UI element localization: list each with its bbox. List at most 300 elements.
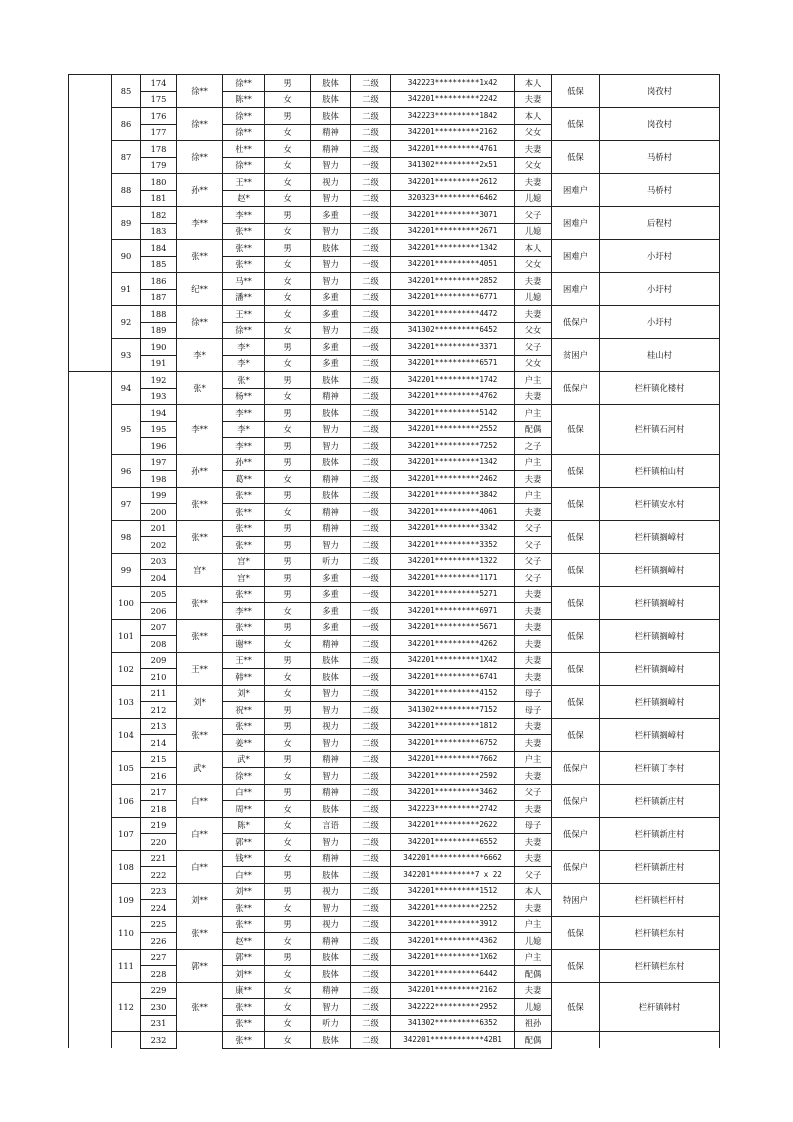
disability-level-cell: 二级 xyxy=(351,190,391,207)
relation-cell: 配偶 xyxy=(515,421,552,438)
relation-cell: 户主 xyxy=(515,751,552,768)
id-number-cell: 342201**********1812 xyxy=(391,718,515,735)
member-sex-cell: 女 xyxy=(265,768,311,785)
disability-type-cell: 智力 xyxy=(311,190,351,207)
relation-cell: 夫妻 xyxy=(515,586,552,603)
household-head-cell: 白** xyxy=(177,784,223,817)
disability-type-cell: 视力 xyxy=(311,916,351,933)
disability-level-cell: 二级 xyxy=(351,1015,391,1032)
disability-type-cell: 智力 xyxy=(311,834,351,851)
relation-cell: 夫妻 xyxy=(515,273,552,290)
member-seq-cell: 209 xyxy=(141,652,177,669)
member-sex-cell: 女 xyxy=(265,471,311,488)
id-number-cell: 342201**********6971 xyxy=(391,603,515,620)
household-head-cell: 王** xyxy=(177,652,223,685)
disability-type-cell: 精神 xyxy=(311,504,351,521)
member-name-cell: 徐** xyxy=(223,157,265,174)
table-row xyxy=(69,306,720,323)
disability-level-cell: 二级 xyxy=(351,537,391,554)
relation-cell: 夫妻 xyxy=(515,141,552,158)
disability-type-cell: 智力 xyxy=(311,999,351,1016)
member-name-cell: 刘* xyxy=(223,685,265,702)
member-seq-cell: 224 xyxy=(141,900,177,917)
disability-level-cell: 一级 xyxy=(351,619,391,636)
assistance-status-cell: 低保 xyxy=(552,553,600,586)
relation-cell: 父女 xyxy=(515,355,552,372)
member-seq-cell: 221 xyxy=(141,850,177,867)
disability-level-cell: 二级 xyxy=(351,999,391,1016)
assistance-status-cell: 贫困户 xyxy=(552,339,600,372)
member-name-cell: 郭** xyxy=(223,834,265,851)
disability-household-table-sheet xyxy=(68,74,719,1049)
member-sex-cell: 男 xyxy=(265,454,311,471)
disability-level-cell: 二级 xyxy=(351,141,391,158)
disability-type-cell: 肢体 xyxy=(311,487,351,504)
id-number-cell: 342201**********1171 xyxy=(391,570,515,587)
household-head-cell: 徐** xyxy=(177,141,223,174)
household-no-cell: 107 xyxy=(112,817,141,850)
member-sex-cell: 女 xyxy=(265,273,311,290)
assistance-status-cell xyxy=(552,1032,600,1049)
disability-type-cell: 多重 xyxy=(311,603,351,620)
disability-type-cell: 多重 xyxy=(311,619,351,636)
disability-level-cell: 一级 xyxy=(351,207,391,224)
village-cell: 栏杆镇韩村 xyxy=(600,982,720,1032)
disability-type-cell: 听力 xyxy=(311,1015,351,1032)
relation-cell: 夫妻 xyxy=(515,900,552,917)
member-name-cell: 徐** xyxy=(223,75,265,92)
village-cell: 后程村 xyxy=(600,207,720,240)
member-seq-cell: 179 xyxy=(141,157,177,174)
household-no-cell: 88 xyxy=(112,174,141,207)
household-no-cell: 110 xyxy=(112,916,141,949)
disability-level-cell: 二级 xyxy=(351,372,391,389)
household-head-cell: 宫* xyxy=(177,553,223,586)
disability-level-cell: 二级 xyxy=(351,553,391,570)
disability-type-cell: 精神 xyxy=(311,141,351,158)
village-cell: 栏杆镇丁李村 xyxy=(600,751,720,784)
village-cell: 栏杆镇搁嶂村 xyxy=(600,652,720,685)
relation-cell: 母子 xyxy=(515,702,552,719)
member-seq-cell: 174 xyxy=(141,75,177,92)
village-cell: 栏杆镇新庄村 xyxy=(600,784,720,817)
household-head-cell: 张** xyxy=(177,586,223,619)
member-seq-cell: 220 xyxy=(141,834,177,851)
member-name-cell: 刘** xyxy=(223,966,265,983)
disability-level-cell: 二级 xyxy=(351,273,391,290)
id-number-cell: 342201**********2162 xyxy=(391,982,515,999)
relation-cell: 父子 xyxy=(515,520,552,537)
id-number-cell: 342201**********4762 xyxy=(391,388,515,405)
relation-cell: 父女 xyxy=(515,322,552,339)
member-name-cell: 康** xyxy=(223,982,265,999)
id-number-cell: 341302**********2x51 xyxy=(391,157,515,174)
member-seq-cell: 183 xyxy=(141,223,177,240)
table-row xyxy=(69,916,720,933)
table-body xyxy=(69,75,720,1049)
member-sex-cell: 女 xyxy=(265,504,311,521)
id-number-cell: 342201**********4061 xyxy=(391,504,515,521)
member-sex-cell: 女 xyxy=(265,388,311,405)
disability-level-cell: 二级 xyxy=(351,454,391,471)
disability-type-cell: 肢体 xyxy=(311,75,351,92)
member-name-cell: 张** xyxy=(223,520,265,537)
village-cell: 栏杆镇化楼村 xyxy=(600,372,720,405)
household-head-cell: 武* xyxy=(177,751,223,784)
village-cell: 栏杆镇栏东村 xyxy=(600,949,720,982)
member-sex-cell: 女 xyxy=(265,174,311,191)
member-name-cell: 潘** xyxy=(223,289,265,306)
disability-type-cell: 肢体 xyxy=(311,108,351,125)
member-name-cell: 陈* xyxy=(223,817,265,834)
id-number-cell: 342201**********3912 xyxy=(391,916,515,933)
assistance-status-cell: 困难户 xyxy=(552,207,600,240)
table-row xyxy=(69,75,720,92)
disability-type-cell: 视力 xyxy=(311,718,351,735)
household-no-cell: 104 xyxy=(112,718,141,751)
disability-type-cell: 精神 xyxy=(311,784,351,801)
disability-type-cell: 肢体 xyxy=(311,669,351,686)
household-no-cell: 97 xyxy=(112,487,141,520)
village-cell: 栏杆镇新庄村 xyxy=(600,850,720,883)
disability-level-cell: 二级 xyxy=(351,355,391,372)
disability-level-cell: 二级 xyxy=(351,883,391,900)
member-sex-cell: 男 xyxy=(265,405,311,422)
disability-type-cell: 精神 xyxy=(311,471,351,488)
table-row xyxy=(69,619,720,636)
member-sex-cell: 女 xyxy=(265,735,311,752)
household-head-cell: 刘** xyxy=(177,883,223,916)
member-seq-cell: 180 xyxy=(141,174,177,191)
relation-cell: 夫妻 xyxy=(515,850,552,867)
assistance-status-cell: 低保 xyxy=(552,454,600,487)
member-sex-cell: 女 xyxy=(265,1032,311,1049)
village-cell: 栏杆镇搁嶂村 xyxy=(600,718,720,751)
disability-level-cell: 二级 xyxy=(351,735,391,752)
disability-type-cell: 智力 xyxy=(311,322,351,339)
disability-type-cell: 精神 xyxy=(311,520,351,537)
id-number-cell: 342201**********1342 xyxy=(391,454,515,471)
disability-level-cell: 二级 xyxy=(351,784,391,801)
id-number-cell: 342201**********4152 xyxy=(391,685,515,702)
disability-level-cell: 二级 xyxy=(351,652,391,669)
member-name-cell: 张** xyxy=(223,619,265,636)
member-sex-cell: 女 xyxy=(265,669,311,686)
id-number-cell: 342201**********2252 xyxy=(391,900,515,917)
member-name-cell: 徐** xyxy=(223,124,265,141)
member-name-cell: 张** xyxy=(223,1015,265,1032)
id-number-cell: 342201**********3842 xyxy=(391,487,515,504)
assistance-status-cell: 低保 xyxy=(552,949,600,982)
member-name-cell: 白** xyxy=(223,784,265,801)
relation-cell: 户主 xyxy=(515,916,552,933)
disability-level-cell: 二级 xyxy=(351,75,391,92)
member-sex-cell: 女 xyxy=(265,603,311,620)
member-seq-cell: 217 xyxy=(141,784,177,801)
member-seq-cell: 204 xyxy=(141,570,177,587)
id-number-cell: 342201**********3371 xyxy=(391,339,515,356)
household-head-cell: 徐** xyxy=(177,306,223,339)
disability-type-cell: 精神 xyxy=(311,933,351,950)
id-number-cell: 342201**********2622 xyxy=(391,817,515,834)
id-number-cell: 342201**********6552 xyxy=(391,834,515,851)
disability-level-cell: 二级 xyxy=(351,471,391,488)
member-seq-cell: 208 xyxy=(141,636,177,653)
member-seq-cell: 216 xyxy=(141,768,177,785)
member-seq-cell: 205 xyxy=(141,586,177,603)
id-number-cell: 342201**********5271 xyxy=(391,586,515,603)
disability-level-cell: 二级 xyxy=(351,867,391,884)
member-name-cell: 张* xyxy=(223,372,265,389)
assistance-status-cell: 低保 xyxy=(552,685,600,718)
assistance-status-cell: 低保户 xyxy=(552,817,600,850)
member-sex-cell: 男 xyxy=(265,75,311,92)
region-cell xyxy=(69,372,112,1049)
household-head-cell: 张* xyxy=(177,372,223,405)
member-sex-cell: 女 xyxy=(265,190,311,207)
member-seq-cell: 195 xyxy=(141,421,177,438)
table-row xyxy=(69,718,720,735)
id-number-cell: 342201**********2592 xyxy=(391,768,515,785)
id-number-cell: 342201************42B1 xyxy=(391,1032,515,1049)
disability-type-cell: 肢体 xyxy=(311,867,351,884)
disability-level-cell: 一级 xyxy=(351,603,391,620)
id-number-cell: 342201**********3462 xyxy=(391,784,515,801)
member-sex-cell: 女 xyxy=(265,256,311,273)
member-sex-cell: 女 xyxy=(265,322,311,339)
member-seq-cell: 199 xyxy=(141,487,177,504)
member-name-cell: 王** xyxy=(223,652,265,669)
table-row xyxy=(69,207,720,224)
household-no-cell: 100 xyxy=(112,586,141,619)
table-row xyxy=(69,817,720,834)
member-sex-cell: 男 xyxy=(265,784,311,801)
member-seq-cell: 198 xyxy=(141,471,177,488)
member-seq-cell: 228 xyxy=(141,966,177,983)
village-cell: 岗孜村 xyxy=(600,75,720,108)
household-head-cell xyxy=(177,1032,223,1049)
member-sex-cell: 男 xyxy=(265,652,311,669)
household-no-cell: 93 xyxy=(112,339,141,372)
member-seq-cell: 193 xyxy=(141,388,177,405)
member-name-cell: 陈** xyxy=(223,91,265,108)
id-number-cell: 342201**********2852 xyxy=(391,273,515,290)
village-cell: 桂山村 xyxy=(600,339,720,372)
relation-cell: 父子 xyxy=(515,537,552,554)
member-seq-cell: 176 xyxy=(141,108,177,125)
village-cell: 马桥村 xyxy=(600,174,720,207)
member-sex-cell: 男 xyxy=(265,207,311,224)
assistance-status-cell: 困难户 xyxy=(552,240,600,273)
member-sex-cell: 男 xyxy=(265,372,311,389)
disability-type-cell: 多重 xyxy=(311,339,351,356)
household-head-cell: 李** xyxy=(177,207,223,240)
disability-level-cell: 二级 xyxy=(351,306,391,323)
member-sex-cell: 女 xyxy=(265,850,311,867)
household-no-cell: 103 xyxy=(112,685,141,718)
member-seq-cell: 226 xyxy=(141,933,177,950)
relation-cell: 户主 xyxy=(515,487,552,504)
member-name-cell: 杜** xyxy=(223,141,265,158)
relation-cell: 祖孙 xyxy=(515,1015,552,1032)
table-row xyxy=(69,454,720,471)
member-name-cell: 徐** xyxy=(223,768,265,785)
id-number-cell: 342201**********7662 xyxy=(391,751,515,768)
member-name-cell: 张** xyxy=(223,240,265,257)
disability-level-cell: 二级 xyxy=(351,850,391,867)
household-no-cell: 99 xyxy=(112,553,141,586)
household-head-cell: 郭** xyxy=(177,949,223,982)
village-cell: 栏杆镇新庄村 xyxy=(600,817,720,850)
disability-level-cell: 二级 xyxy=(351,438,391,455)
member-seq-cell: 223 xyxy=(141,883,177,900)
member-seq-cell: 185 xyxy=(141,256,177,273)
relation-cell: 配偶 xyxy=(515,1032,552,1049)
member-sex-cell: 女 xyxy=(265,834,311,851)
member-sex-cell: 女 xyxy=(265,685,311,702)
disability-level-cell: 二级 xyxy=(351,421,391,438)
id-number-cell: 342201**********5142 xyxy=(391,405,515,422)
member-sex-cell: 男 xyxy=(265,949,311,966)
id-number-cell: 342201**********2242 xyxy=(391,91,515,108)
village-cell: 栏杆镇栏东村 xyxy=(600,916,720,949)
disability-type-cell: 智力 xyxy=(311,735,351,752)
member-seq-cell: 225 xyxy=(141,916,177,933)
assistance-status-cell: 低保户 xyxy=(552,751,600,784)
village-cell: 小圩村 xyxy=(600,273,720,306)
member-seq-cell: 227 xyxy=(141,949,177,966)
disability-level-cell: 二级 xyxy=(351,108,391,125)
relation-cell: 本人 xyxy=(515,75,552,92)
disability-type-cell: 听力 xyxy=(311,553,351,570)
relation-cell: 儿媳 xyxy=(515,999,552,1016)
disability-level-cell: 一级 xyxy=(351,339,391,356)
member-name-cell: 白** xyxy=(223,867,265,884)
table-row xyxy=(69,652,720,669)
household-no-cell: 87 xyxy=(112,141,141,174)
assistance-status-cell: 低保 xyxy=(552,586,600,619)
relation-cell: 儿媳 xyxy=(515,933,552,950)
member-sex-cell: 女 xyxy=(265,421,311,438)
disability-level-cell: 二级 xyxy=(351,900,391,917)
relation-cell: 夫妻 xyxy=(515,603,552,620)
member-seq-cell: 231 xyxy=(141,1015,177,1032)
assistance-status-cell: 低保 xyxy=(552,141,600,174)
member-name-cell: 祝** xyxy=(223,702,265,719)
disability-level-cell: 二级 xyxy=(351,817,391,834)
disability-type-cell: 智力 xyxy=(311,768,351,785)
relation-cell: 之子 xyxy=(515,438,552,455)
relation-cell: 母子 xyxy=(515,817,552,834)
disability-level-cell: 二级 xyxy=(351,949,391,966)
disability-level-cell: 一级 xyxy=(351,586,391,603)
member-sex-cell: 女 xyxy=(265,91,311,108)
household-no-cell: 92 xyxy=(112,306,141,339)
member-sex-cell: 女 xyxy=(265,636,311,653)
member-sex-cell: 男 xyxy=(265,586,311,603)
relation-cell: 夫妻 xyxy=(515,834,552,851)
relation-cell: 夫妻 xyxy=(515,388,552,405)
disability-level-cell: 二级 xyxy=(351,322,391,339)
member-seq-cell: 206 xyxy=(141,603,177,620)
table-row xyxy=(69,339,720,356)
member-sex-cell: 男 xyxy=(265,619,311,636)
household-head-cell: 白** xyxy=(177,850,223,883)
assistance-status-cell: 低保户 xyxy=(552,784,600,817)
member-seq-cell: 202 xyxy=(141,537,177,554)
member-seq-cell: 210 xyxy=(141,669,177,686)
member-sex-cell: 男 xyxy=(265,339,311,356)
id-number-cell: 342201**********2462 xyxy=(391,471,515,488)
relation-cell: 父女 xyxy=(515,124,552,141)
assistance-status-cell: 低保户 xyxy=(552,306,600,339)
household-no-cell xyxy=(112,1032,141,1049)
disability-level-cell: 一级 xyxy=(351,504,391,521)
member-name-cell: 李* xyxy=(223,355,265,372)
member-sex-cell: 女 xyxy=(265,157,311,174)
relation-cell: 父子 xyxy=(515,784,552,801)
member-seq-cell: 219 xyxy=(141,817,177,834)
member-name-cell: 葛** xyxy=(223,471,265,488)
disability-type-cell: 智力 xyxy=(311,256,351,273)
household-no-cell: 109 xyxy=(112,883,141,916)
relation-cell: 父子 xyxy=(515,207,552,224)
disability-level-cell: 二级 xyxy=(351,124,391,141)
disability-level-cell: 二级 xyxy=(351,1032,391,1049)
member-name-cell: 姜** xyxy=(223,735,265,752)
disability-type-cell: 肢体 xyxy=(311,91,351,108)
relation-cell: 本人 xyxy=(515,883,552,900)
household-head-cell: 张** xyxy=(177,240,223,273)
table-row xyxy=(69,174,720,191)
member-name-cell: 宫* xyxy=(223,570,265,587)
assistance-status-cell: 困难户 xyxy=(552,174,600,207)
disability-level-cell: 二级 xyxy=(351,966,391,983)
disability-level-cell: 二级 xyxy=(351,388,391,405)
member-seq-cell: 230 xyxy=(141,999,177,1016)
relation-cell: 户主 xyxy=(515,405,552,422)
member-seq-cell: 207 xyxy=(141,619,177,636)
member-sex-cell: 女 xyxy=(265,966,311,983)
relation-cell: 母子 xyxy=(515,685,552,702)
household-head-cell: 刘* xyxy=(177,685,223,718)
member-name-cell: 李* xyxy=(223,339,265,356)
member-seq-cell: 178 xyxy=(141,141,177,158)
disability-type-cell: 精神 xyxy=(311,850,351,867)
relation-cell: 父子 xyxy=(515,570,552,587)
table-row xyxy=(69,1032,720,1049)
member-sex-cell: 男 xyxy=(265,520,311,537)
relation-cell: 本人 xyxy=(515,240,552,257)
household-head-cell: 徐** xyxy=(177,108,223,141)
member-seq-cell: 194 xyxy=(141,405,177,422)
table-row xyxy=(69,273,720,290)
relation-cell: 父子 xyxy=(515,553,552,570)
member-seq-cell: 218 xyxy=(141,801,177,818)
household-head-cell: 张** xyxy=(177,520,223,553)
member-seq-cell: 187 xyxy=(141,289,177,306)
member-sex-cell: 男 xyxy=(265,553,311,570)
disability-type-cell: 肢体 xyxy=(311,949,351,966)
disability-level-cell: 二级 xyxy=(351,520,391,537)
assistance-status-cell: 低保户 xyxy=(552,372,600,405)
disability-type-cell: 多重 xyxy=(311,586,351,603)
table-row xyxy=(69,520,720,537)
member-seq-cell: 214 xyxy=(141,735,177,752)
disability-type-cell: 智力 xyxy=(311,537,351,554)
household-head-cell: 李** xyxy=(177,405,223,455)
region-cell xyxy=(69,75,112,372)
